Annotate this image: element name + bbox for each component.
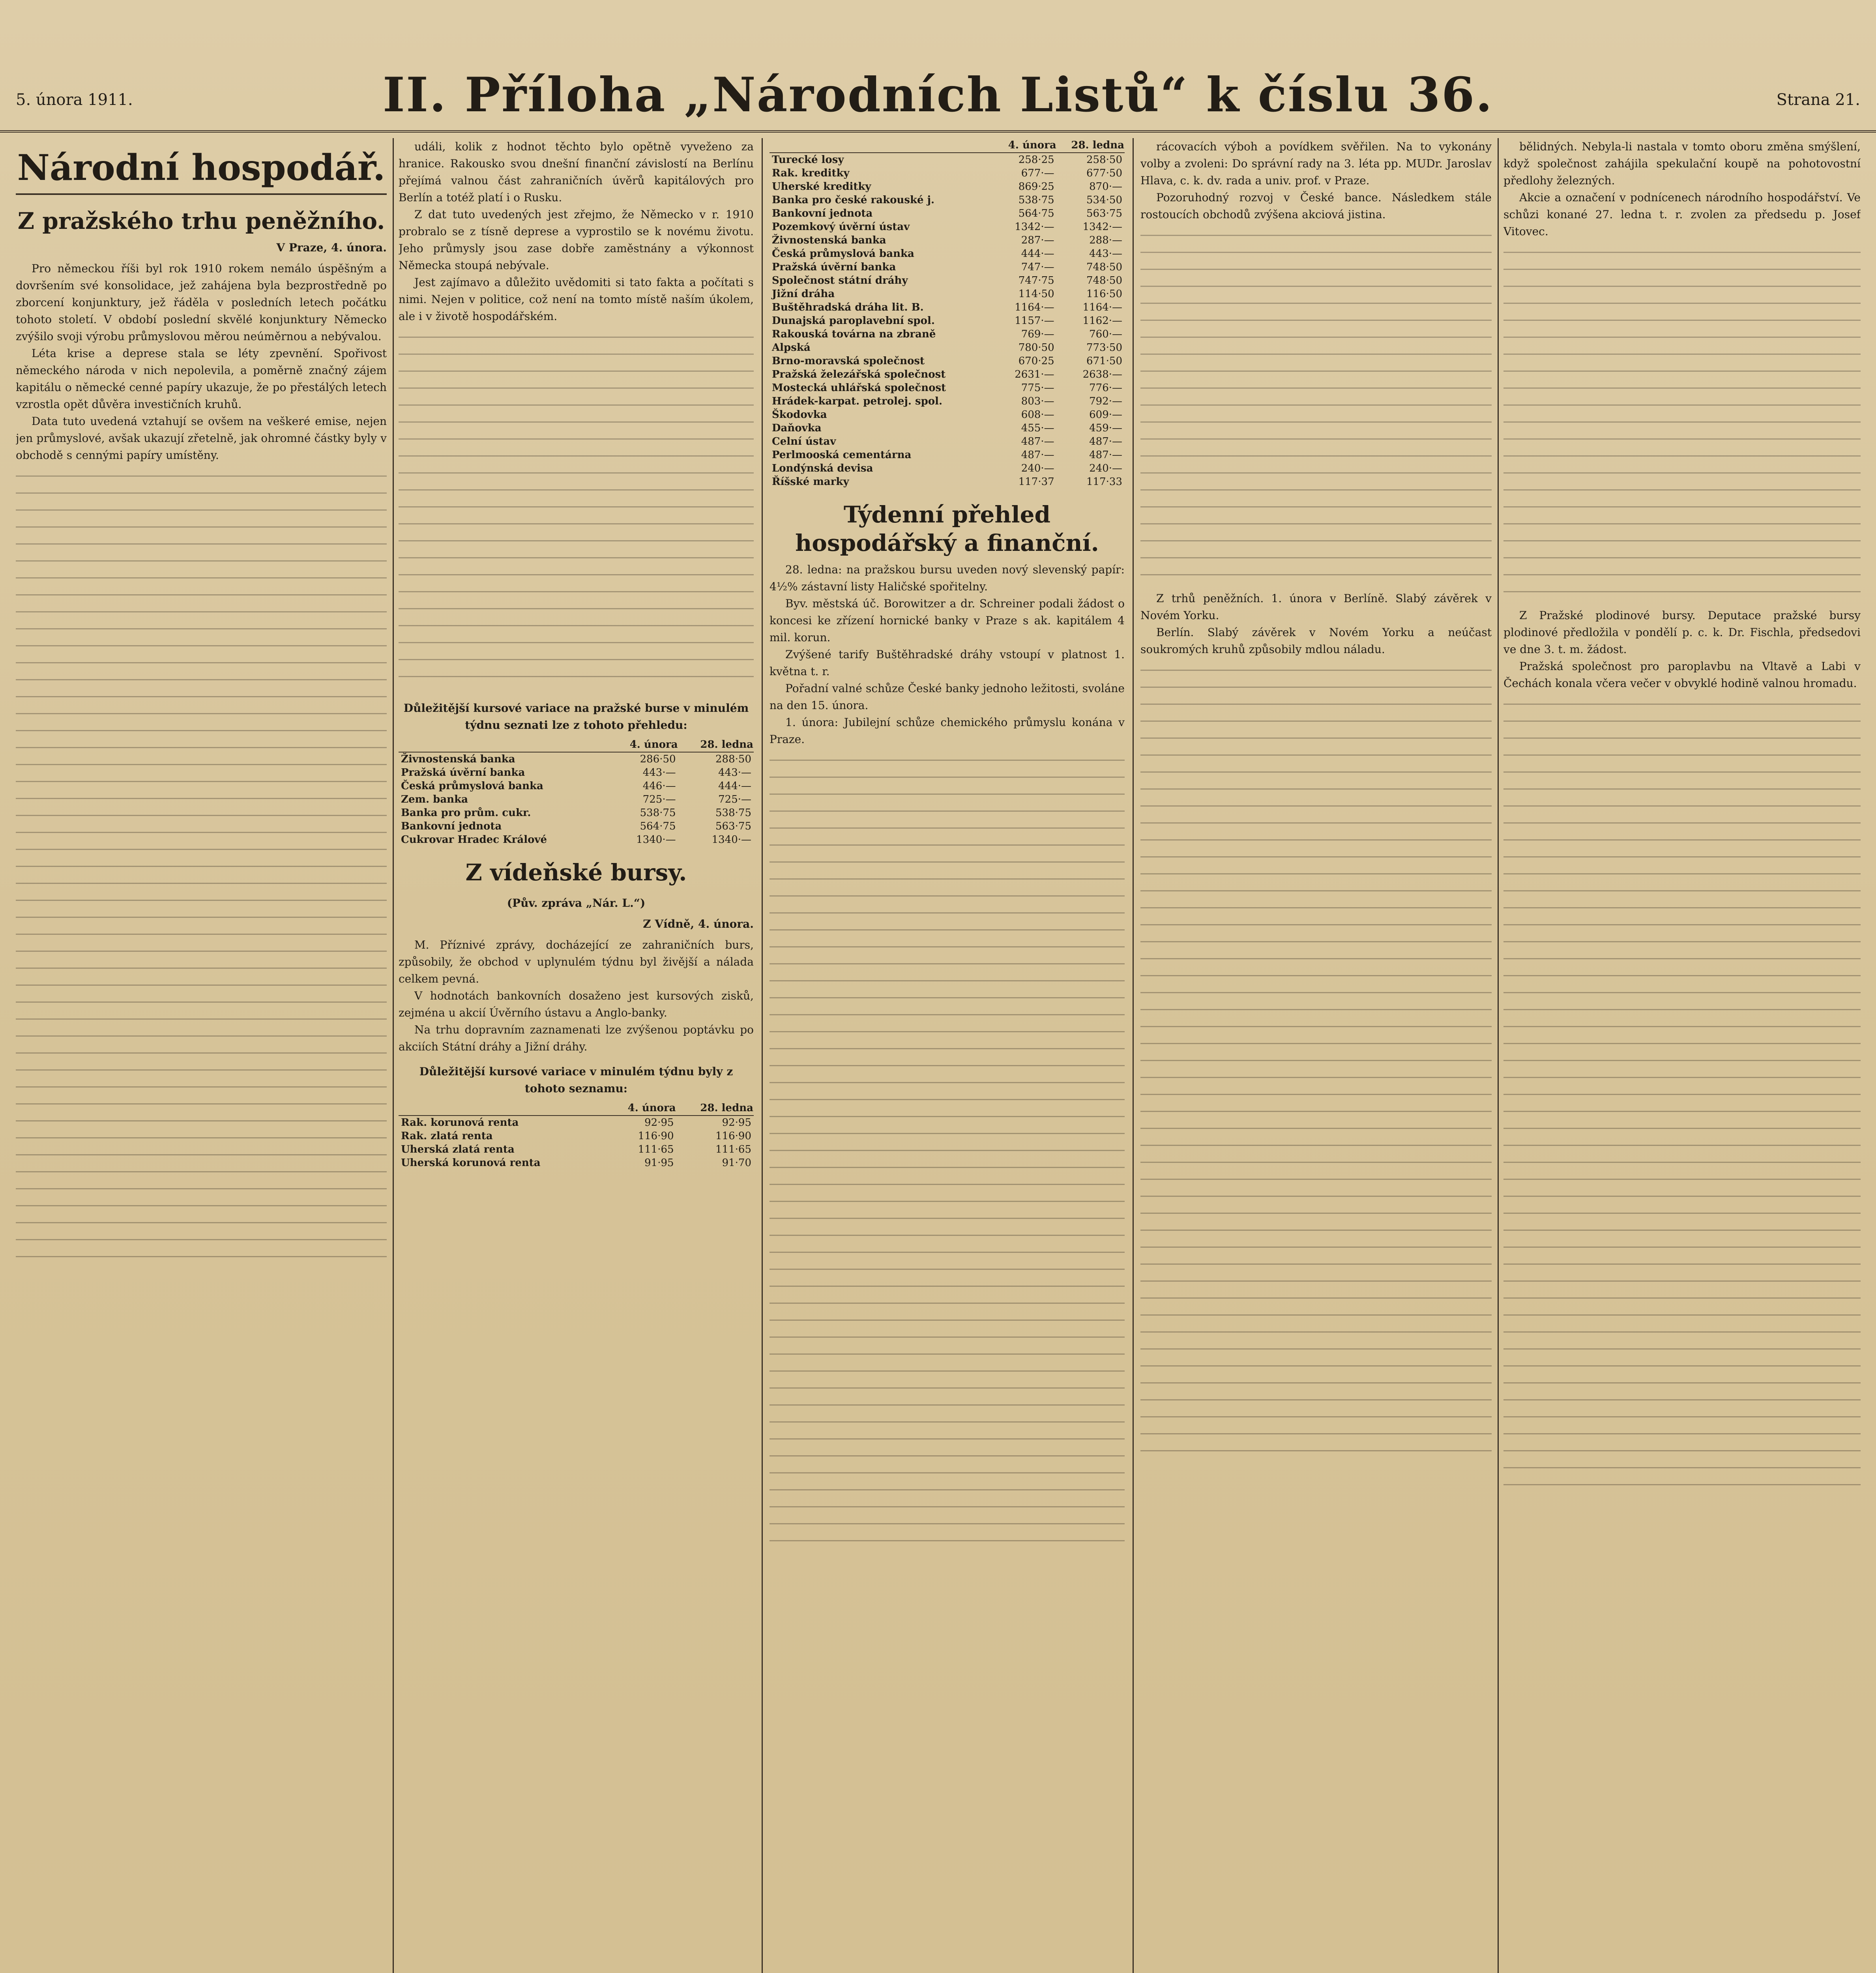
- text-block-illegible: [1140, 235, 1492, 590]
- security-name: Cukrovar Hradec Králové: [401, 834, 547, 846]
- table-row: [769, 220, 1125, 234]
- table-row: [769, 167, 1125, 180]
- table-row: [399, 820, 754, 833]
- security-name: Perlmooská cementárna: [772, 449, 912, 461]
- rate-value: 1164·—: [1082, 301, 1122, 313]
- masthead: [0, 0, 1876, 133]
- rate-value: 538·75: [715, 807, 751, 819]
- table-row: [399, 793, 754, 806]
- security-name: Rak. zlatá renta: [401, 1130, 493, 1142]
- rate-value: 443·—: [718, 767, 751, 779]
- column-rule: [1498, 138, 1499, 1973]
- rate-value: 459·—: [1089, 422, 1122, 434]
- security-name: Pozemkový úvěrní ústav: [772, 221, 910, 233]
- table-row: [769, 193, 1125, 207]
- prague-rates-table: [399, 738, 754, 846]
- security-name: Pražská úvěrní banka: [401, 767, 525, 779]
- rate-value: 258·50: [1086, 154, 1122, 166]
- rate-value: 748·50: [1086, 275, 1122, 286]
- article-paragraph: M. Příznivé zprávy, docházející ze zahraničních burs, způsobily, že obchod v uplynulém týdnu byl živější a nálada celkem pevná.: [399, 938, 754, 985]
- table-row: [769, 247, 1125, 260]
- rate-value: 769·—: [1021, 328, 1054, 340]
- article-paragraph: 1. února: Jubilejní schůze chemického průmyslu konána v Praze.: [769, 716, 1125, 746]
- table-row: [769, 475, 1125, 489]
- rate-value: 92·95: [644, 1117, 674, 1129]
- rate-value: 1342·—: [1082, 221, 1122, 233]
- rate-value: 444·—: [1021, 248, 1054, 260]
- rate-value: 2638·—: [1082, 369, 1122, 380]
- rate-value: 773·50: [1086, 342, 1122, 354]
- table-row: [769, 287, 1125, 301]
- table-row: [399, 833, 754, 846]
- security-name: Rak. korunová renta: [401, 1117, 519, 1129]
- column-3: [769, 138, 1125, 1973]
- article-paragraph: Z trhů peněžních. 1. února v Berlíně. Slabý závěrek v Novém Yorku.: [1140, 592, 1492, 622]
- security-name: Uherská zlatá renta: [401, 1144, 515, 1155]
- security-name: Hrádek-karpat. petrolej. spol.: [772, 395, 943, 407]
- rate-value: 725·—: [718, 794, 751, 805]
- security-name: Zem. banka: [401, 794, 468, 805]
- article-paragraph: V hodnotách bankovních dosaženo jest kursových zisků, zejména u akcií Úvěrního ústavu a Anglo-banky.: [399, 989, 754, 1019]
- article-paragraph: Z Pražské plodinové bursy. Deputace pražské bursy plodinové předložila v pondělí p. c. k. Dr. Fischla, předsedovi ve dne 3. t. m. žádost.: [1503, 609, 1861, 656]
- table-row: [399, 752, 754, 766]
- security-name: Buštěhradská dráha lit. B.: [772, 301, 924, 313]
- security-name: Turecké losy: [772, 154, 844, 166]
- table-row: [769, 341, 1125, 354]
- table-row: [399, 1156, 754, 1170]
- article-paragraph: Zvýšené tarify Buštěhradské dráhy vstoupí v platnost 1. května t. r.: [769, 648, 1125, 678]
- rate-value: 240·—: [1089, 462, 1122, 474]
- byline: (Pův. zpráva „Nár. L.“): [507, 897, 646, 910]
- rate-value: 563·75: [1086, 208, 1122, 219]
- article-paragraph: Léta krise a deprese stala se léty zpevnění. Spořivost německého národa v nich nepolevila, a poměrně značný zájem kapitálu o německé cenné papíry ukazuje, že po přestálých letech vzrostla opět důvěra investičních kruhů.: [16, 347, 387, 411]
- rate-value: 776·—: [1089, 382, 1122, 394]
- section-title: Národní hospodář.: [16, 146, 387, 195]
- table-header: [399, 1101, 606, 1116]
- rate-value: 538·75: [640, 807, 676, 819]
- rate-value: 780·50: [1018, 342, 1054, 354]
- rate-value: 747·75: [1018, 275, 1054, 286]
- security-name: Pražská železářská společnost: [772, 369, 946, 380]
- rate-value: 538·75: [1018, 194, 1054, 206]
- table-header: 28. ledna: [676, 1101, 754, 1116]
- rate-value: 1340·—: [636, 834, 676, 846]
- article-title: Z pražského trhu peněžního.: [17, 208, 385, 234]
- security-name: Rak. kreditky: [772, 167, 850, 179]
- security-name: Rakouská továrna na zbraně: [772, 328, 936, 340]
- rate-value: 792·—: [1089, 395, 1122, 407]
- rate-value: 117·37: [1018, 476, 1054, 488]
- text-block-illegible: [16, 475, 387, 1265]
- text-block-illegible: [1140, 670, 1492, 1459]
- rate-value: 2631·—: [1015, 369, 1054, 380]
- table-row: [399, 1143, 754, 1156]
- table-row: [769, 153, 1125, 167]
- table-row: [769, 381, 1125, 395]
- article-paragraph: Jest zajímavo a důležito uvědomiti si tato fakta a počítati s nimi. Nejen v politice, což není na tomto místě naším úkolem, ale i v životě hospodářském.: [399, 276, 754, 323]
- table-row: [769, 207, 1125, 220]
- table-row: [769, 421, 1125, 435]
- security-name: Londýnská devisa: [772, 462, 873, 474]
- page-number: Strana 21.: [1776, 91, 1860, 109]
- security-name: Jižní dráha: [772, 288, 835, 300]
- security-name: Banka pro české rakouské j.: [772, 194, 935, 206]
- rate-value: 114·50: [1018, 288, 1054, 300]
- table-header: [399, 738, 610, 752]
- rate-value: 117·33: [1086, 476, 1122, 488]
- rate-value: 91·70: [722, 1157, 751, 1169]
- column-rule: [393, 138, 394, 1973]
- table-row: [769, 301, 1125, 314]
- text-block-illegible: [1503, 704, 1861, 1493]
- table-row: [769, 462, 1125, 475]
- article-paragraph: Pražská společnost pro paroplavbu na Vltavě a Labi v Čechách konala včera večer v obvyklé hodině valnou hromadu.: [1503, 660, 1861, 690]
- security-name: Uherská korunová renta: [401, 1157, 541, 1169]
- rate-value: 487·—: [1089, 449, 1122, 461]
- text-block-illegible: [399, 337, 754, 692]
- table-row: [399, 779, 754, 793]
- rate-value: 725·—: [642, 794, 676, 805]
- article-paragraph: Berlín. Slabý závěrek v Novém Yorku a neúčast soukromých kruhů způsobily mdlou náladu.: [1140, 626, 1492, 656]
- security-name: Daňovka: [772, 422, 822, 434]
- article-paragraph: Na trhu dopravním zaznamenati lze zvýšenou poptávku po akciích Státní dráhy a Jižní dráhy.: [399, 1023, 754, 1053]
- rate-value: 258·25: [1018, 154, 1054, 166]
- rate-value: 288·—: [1089, 234, 1122, 246]
- rate-value: 803·—: [1021, 395, 1054, 407]
- table-header: 4. února: [606, 1101, 676, 1116]
- table-header: 4. února: [995, 138, 1056, 153]
- security-name: Alpská: [772, 342, 811, 354]
- article-paragraph: rácovacích výboh a povídkem svěřilen. Na to vykonány volby a zvoleni: Do správní rady na 3. léta pp. MUDr. Jaroslav Hlava, c. k. dv. rada a univ. prof. v Praze.: [1140, 140, 1492, 187]
- table-row: [769, 234, 1125, 247]
- rate-value: 240·—: [1021, 462, 1054, 474]
- rate-value: 677·—: [1021, 167, 1054, 179]
- column-rule: [1133, 138, 1134, 1973]
- article-paragraph: Z dat tuto uvedených jest zřejmo, že Německo v r. 1910 probralo se z tísně deprese a vyprostilo se k novému životu. Jeho průmysly jsou zase dobře zaměstnány a výkonnost Německa stoupá nebývale.: [399, 208, 754, 272]
- rate-value: 775·—: [1021, 382, 1054, 394]
- rate-value: 1342·—: [1015, 221, 1054, 233]
- security-name: Česká průmyslová banka: [772, 248, 914, 260]
- article-paragraph: Pořadní valné schůze České banky jednoho ležitosti, svoláne na den 15. února.: [769, 682, 1125, 712]
- table-row: [769, 408, 1125, 421]
- security-name: Dunajská paroplavební spol.: [772, 315, 935, 327]
- article-paragraph: bělidných. Nebyla-li nastala v tomto oboru změna smýšlení, když společnost zahájila spekulační koupě na pohotovostní předlohy železných.: [1503, 140, 1861, 187]
- security-name: Živnostenská banka: [772, 234, 886, 246]
- table-row: [769, 448, 1125, 462]
- table-row: [769, 354, 1125, 368]
- security-name: Mostecká uhlářská společnost: [772, 382, 946, 394]
- security-name: Bankovní jednota: [772, 208, 873, 219]
- table-caption: Důležitější kursové variace v minulém týdnu byly z tohoto seznamu:: [419, 1065, 733, 1095]
- rate-value: 446·—: [642, 780, 676, 792]
- table-row: [399, 806, 754, 820]
- table-row: [769, 328, 1125, 341]
- rate-value: 1340·—: [711, 834, 751, 846]
- security-name: Živnostenská banka: [401, 753, 515, 765]
- rate-value: 443·—: [642, 767, 676, 779]
- table-row: [399, 1129, 754, 1143]
- dateline: Z Vídně, 4. února.: [643, 917, 754, 930]
- column-2: [399, 138, 754, 1973]
- rate-value: 111·65: [638, 1144, 674, 1155]
- table-row: [769, 435, 1125, 448]
- rate-value: 443·—: [1089, 248, 1122, 260]
- rate-value: 444·—: [718, 780, 751, 792]
- text-block-illegible: [769, 760, 1125, 1549]
- table-row: [769, 395, 1125, 408]
- issue-date: 5. února 1911.: [16, 91, 133, 109]
- table-row: [769, 274, 1125, 287]
- column-4: [1140, 138, 1492, 1973]
- rate-value: 608·—: [1021, 409, 1054, 421]
- rate-value: 870·—: [1089, 181, 1122, 193]
- table-row: [769, 314, 1125, 328]
- article-title: Týdenní přehled hospodářský a finanční.: [795, 501, 1099, 556]
- rate-value: 288·50: [715, 753, 751, 765]
- dateline: V Praze, 4. února.: [276, 241, 387, 254]
- column-rule: [762, 138, 763, 1973]
- stock-rates-table: [769, 138, 1125, 489]
- security-name: Škodovka: [772, 409, 827, 421]
- table-caption: Důležitější kursové variace na pražské burse v minulém týdnu seznati lze z tohoto přehledu:: [403, 702, 749, 732]
- security-name: Brno-moravská společnost: [772, 355, 925, 367]
- supplement-title: II. Příloha „Národních Listů“ k číslu 36.: [382, 67, 1494, 123]
- article-paragraph: Byv. městská úč. Borowitzer a dr. Schreiner podali žádost o koncesi ke zřízení hornické banky v Praze s ak. kapitálem 4 mil. korun.: [769, 597, 1125, 644]
- rate-value: 534·50: [1086, 194, 1122, 206]
- rate-value: 91·95: [644, 1157, 674, 1169]
- article-paragraph: událi, kolik z hodnot těchto bylo opětně vyveženo za hranice. Rakousko svou dnešní finanční závislostí na Berlínu přejímá valnou část zahraničních úvěrů kapitálových pro Berlín a totéž platí i o Rusku.: [399, 140, 754, 204]
- rate-value: 609·—: [1089, 409, 1122, 421]
- rate-value: 671·50: [1086, 355, 1122, 367]
- vienna-rates-table: [399, 1101, 754, 1170]
- article-paragraph: Pro německou říši byl rok 1910 rokem nemálo úspěšným a dovršením své konsolidace, jež zahájena byla bezprostředně po zborcení konjunktury, jež řáděla v posledních letech počátku tohoto století. V období poslední skvělé konjunktury Německo zvýšilo svoji výrobu průmyslovou měrou neúměrnou a nebývalou.: [16, 262, 387, 343]
- security-name: Banka pro prům. cukr.: [401, 807, 531, 819]
- table-header: 28. ledna: [678, 738, 754, 752]
- rate-value: 1162·—: [1082, 315, 1122, 327]
- security-name: Celní ústav: [772, 436, 836, 447]
- rate-value: 487·—: [1021, 436, 1054, 447]
- rate-value: 677·50: [1086, 167, 1122, 179]
- rate-value: 747·—: [1021, 261, 1054, 273]
- rate-value: 111·65: [715, 1144, 751, 1155]
- rate-value: 116·90: [715, 1130, 751, 1142]
- column-1: [16, 138, 387, 1973]
- rate-value: 92·95: [722, 1117, 751, 1129]
- security-name: Pražská úvěrní banka: [772, 261, 896, 273]
- rate-value: 564·75: [640, 820, 676, 832]
- rate-value: 869·25: [1018, 181, 1054, 193]
- rate-value: 564·75: [1018, 208, 1054, 219]
- table-row: [769, 368, 1125, 381]
- security-name: Říšské marky: [772, 476, 849, 488]
- rate-value: 286·50: [640, 753, 676, 765]
- security-name: Uherské kreditky: [772, 181, 871, 193]
- table-header: 4. února: [610, 738, 678, 752]
- rate-value: 760·—: [1089, 328, 1122, 340]
- table-header: [769, 138, 995, 153]
- rate-value: 487·—: [1021, 449, 1054, 461]
- text-block-illegible: [1503, 252, 1861, 607]
- rate-value: 116·50: [1086, 288, 1122, 300]
- rate-value: 455·—: [1021, 422, 1054, 434]
- table-header: 28. ledna: [1057, 138, 1125, 153]
- article-paragraph: 28. ledna: na pražskou bursu uveden nový slevenský papír: 4½% zástavní listy Haličské spořitelny.: [769, 563, 1125, 593]
- article-paragraph: Akcie a označení v podnícenech národního hospodářství. Ve schůzi konané 27. ledna t. r. zvolen za předsedu p. Josef Vitovec.: [1503, 191, 1861, 238]
- table-row: [769, 180, 1125, 193]
- rate-value: 1164·—: [1015, 301, 1054, 313]
- rate-value: 1157·—: [1015, 315, 1054, 327]
- rate-value: 670·25: [1018, 355, 1054, 367]
- rate-value: 116·90: [638, 1130, 674, 1142]
- security-name: Česká průmyslová banka: [401, 780, 543, 792]
- security-name: Bankovní jednota: [401, 820, 502, 832]
- article-title: Z vídeňské bursy.: [465, 859, 687, 886]
- rate-value: 563·75: [715, 820, 751, 832]
- column-5: [1503, 138, 1861, 1973]
- rate-value: 487·—: [1089, 436, 1122, 447]
- rate-value: 748·50: [1086, 261, 1122, 273]
- security-name: Společnost státní dráhy: [772, 275, 908, 286]
- table-row: [399, 1116, 754, 1129]
- article-paragraph: Data tuto uvedená vztahují se ovšem na veškeré emise, nejen jen průmyslové, avšak ukazují zřetelně, jak ohromné částky byly v obchodě s cennými papíry umístěny.: [16, 415, 387, 462]
- rate-value: 287·—: [1021, 234, 1054, 246]
- table-row: [769, 260, 1125, 274]
- article-paragraph: Pozoruhodný rozvoj v České bance. Následkem stále rostoucích obchodů zvýšena akciová jistina.: [1140, 191, 1492, 221]
- table-row: [399, 766, 754, 779]
